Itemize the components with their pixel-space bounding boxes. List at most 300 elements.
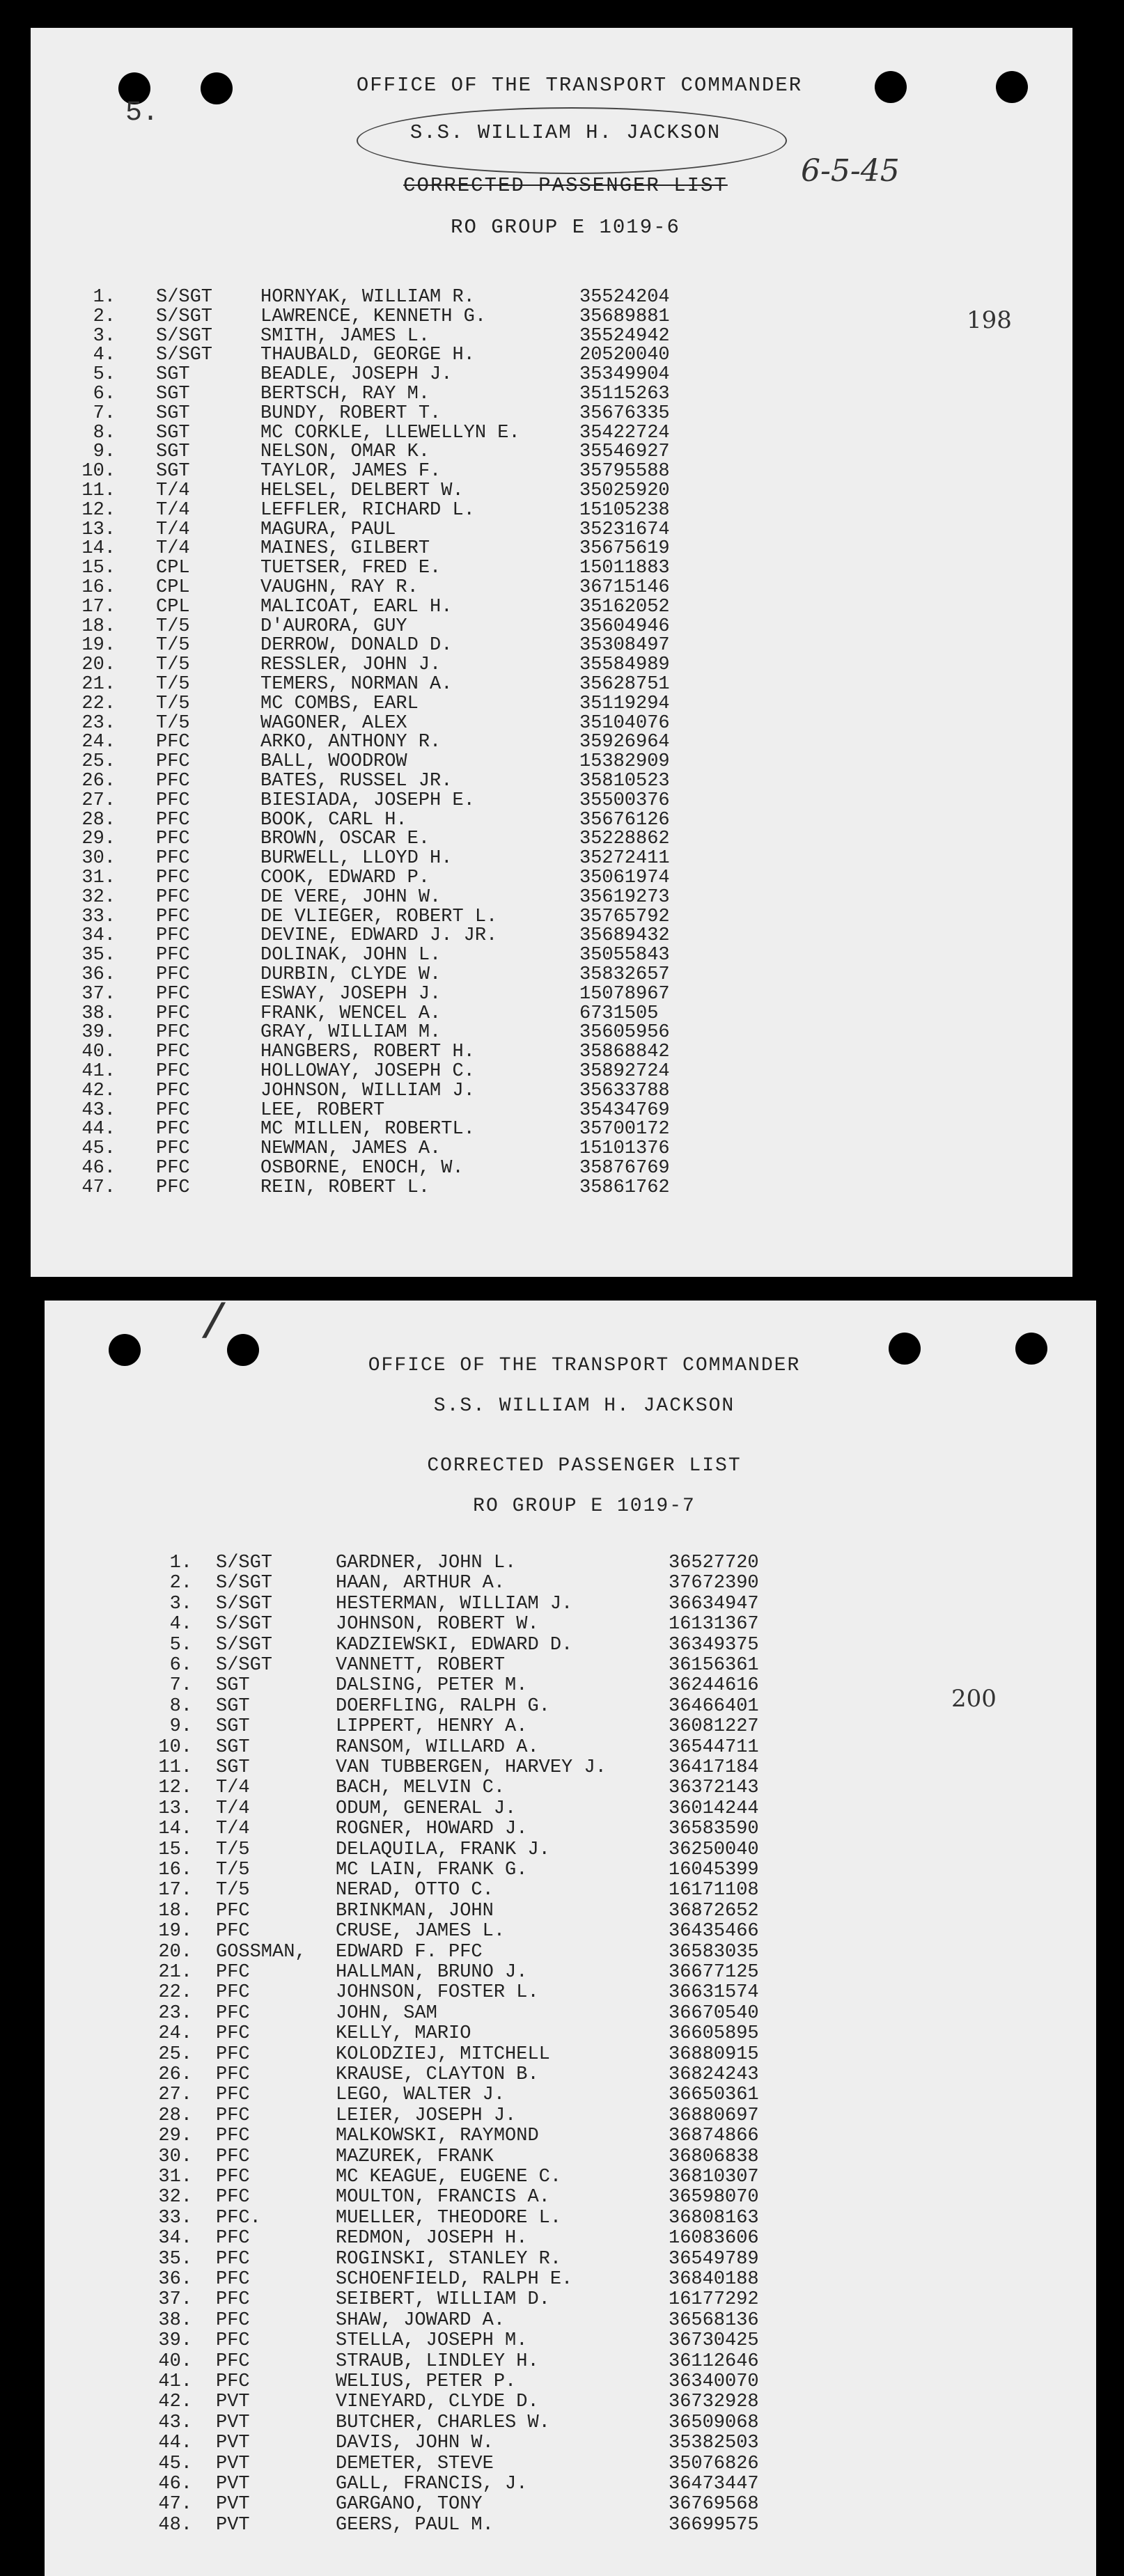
- serial-number-cell: 35700172: [579, 1119, 670, 1140]
- serial-number-cell: 35676335: [579, 402, 670, 424]
- table-row: [45, 2474, 1096, 2495]
- serial-number-cell: 35546927: [579, 441, 670, 463]
- serial-number-cell: 35382503: [669, 2433, 759, 2454]
- rank-cell: PFC: [216, 2248, 250, 2270]
- table-row: [31, 1022, 1072, 1043]
- name-cell: ROGNER, HOWARD J.: [336, 1819, 528, 1840]
- table-row: [31, 597, 1072, 618]
- table-row: [45, 2187, 1096, 2208]
- row-number: 12.: [158, 1777, 192, 1799]
- table-row: [45, 1839, 1096, 1860]
- name-cell: DEVINE, EDWARD J. JR.: [260, 925, 498, 947]
- rank-cell: PFC: [216, 1982, 250, 2004]
- name-cell: STRAUB, LINDLEY H.: [336, 2350, 539, 2372]
- rank-cell: PFC: [216, 2187, 250, 2208]
- serial-number-cell: 36631574: [669, 1982, 759, 2004]
- row-number: 20.: [81, 654, 116, 676]
- rank-cell: PFC: [216, 2064, 250, 2085]
- row-number: 37.: [81, 983, 116, 1005]
- serial-number-cell: 36808163: [669, 2207, 759, 2229]
- row-number: 8.: [93, 422, 116, 443]
- row-number: 4.: [93, 345, 116, 366]
- name-cell: MAGURA, PAUL: [260, 519, 396, 540]
- table-row: [45, 1614, 1096, 1635]
- table-row: [31, 1119, 1072, 1140]
- table-row: [31, 1138, 1072, 1159]
- rank-cell: PFC: [216, 2167, 250, 2188]
- table-row: [45, 1860, 1096, 1880]
- handwritten-date: 6-5-45: [801, 153, 900, 189]
- serial-number-cell: 35524942: [579, 325, 670, 347]
- name-cell: BERTSCH, RAY M.: [260, 384, 430, 405]
- serial-number-cell: 36872652: [669, 1900, 759, 1922]
- serial-number-cell: 15382909: [579, 751, 670, 773]
- name-cell: BROWN, OSCAR E.: [260, 828, 430, 850]
- serial-number-cell: 36372143: [669, 1777, 759, 1799]
- table-row: [45, 1942, 1096, 1963]
- serial-number-cell: 35061974: [579, 867, 670, 888]
- table-row: [45, 2044, 1096, 2065]
- name-cell: MAZUREK, FRANK: [336, 2146, 494, 2167]
- table-row: [31, 480, 1072, 501]
- serial-number-cell: 35876769: [579, 1158, 670, 1179]
- table-row: [45, 2494, 1096, 2515]
- serial-number-cell: 35861762: [579, 1177, 670, 1198]
- rank-cell: SGT: [216, 1757, 250, 1778]
- name-cell: WELIUS, PETER P.: [336, 2371, 517, 2392]
- table-row: [31, 1003, 1072, 1024]
- table-row: [45, 2310, 1096, 2331]
- row-number: 19.: [158, 1921, 192, 1942]
- serial-number-cell: 36544711: [669, 1736, 759, 1758]
- table-row: [31, 654, 1072, 675]
- serial-number-cell: 36650361: [669, 2084, 759, 2106]
- serial-number-cell: 36156361: [669, 1655, 759, 1676]
- row-number: 41.: [158, 2371, 192, 2392]
- name-cell: HOLLOWAY, JOSEPH C.: [260, 1061, 475, 1082]
- row-number: 7.: [169, 1675, 192, 1697]
- row-number: 45.: [158, 2453, 192, 2474]
- rank-cell: PFC: [216, 2002, 250, 2024]
- rank-cell: PFC: [156, 1061, 190, 1082]
- name-cell: BEADLE, JOSEPH J.: [260, 364, 453, 386]
- corner-mark: /: [199, 1301, 229, 1353]
- serial-number-cell: 36417184: [669, 1757, 759, 1778]
- rank-cell: PFC: [216, 2146, 250, 2167]
- row-number: 32.: [158, 2187, 192, 2208]
- table-row: [31, 751, 1072, 772]
- table-row: [45, 2003, 1096, 2024]
- table-row: [45, 2351, 1096, 2372]
- table-row: [31, 538, 1072, 559]
- table-row: [45, 1757, 1096, 1778]
- serial-number-cell: 36880915: [669, 2043, 759, 2065]
- name-cell: KRAUSE, CLAYTON B.: [336, 2064, 539, 2085]
- rank-cell: SGT: [216, 1716, 250, 1738]
- row-number: 24.: [158, 2023, 192, 2045]
- name-cell: HELSEL, DELBERT W.: [260, 480, 464, 501]
- serial-number-cell: 35349904: [579, 364, 670, 386]
- serial-number-cell: 16171108: [669, 1880, 759, 1901]
- table-row: [31, 964, 1072, 985]
- row-number: 25.: [158, 2043, 192, 2065]
- name-cell: VAN TUBBERGEN, HARVEY J.: [336, 1757, 607, 1778]
- table-row: [45, 1777, 1096, 1798]
- row-number: 18.: [81, 615, 116, 637]
- name-cell: LIPPERT, HENRY A.: [336, 1716, 528, 1738]
- row-number: 33.: [81, 906, 116, 927]
- header-list-title: CORRECTED PASSENGER LIST: [403, 174, 728, 197]
- name-cell: TAYLOR, JAMES F.: [260, 461, 442, 482]
- table-row: [31, 1158, 1072, 1179]
- corner-mark: 5.: [125, 97, 159, 129]
- rank-cell: PFC: [216, 1962, 250, 1983]
- rank-cell: PFC: [216, 2309, 250, 2331]
- rank-cell: SGT: [156, 364, 190, 386]
- serial-number-cell: 36583035: [669, 1941, 759, 1963]
- name-cell: DALSING, PETER M.: [336, 1675, 528, 1697]
- name-cell: BURWELL, LLOYD H.: [260, 848, 453, 870]
- name-cell: ESWAY, JOSEPH J.: [260, 983, 442, 1005]
- rank-cell: PVT: [216, 2433, 250, 2454]
- table-row: [45, 2146, 1096, 2167]
- serial-number-cell: 35422724: [579, 422, 670, 443]
- rank-cell: T/5: [156, 712, 190, 734]
- serial-number-cell: 15011883: [579, 558, 670, 579]
- name-cell: VAUGHN, RAY R.: [260, 577, 419, 598]
- row-number: 22.: [158, 1982, 192, 2004]
- serial-number-cell: 36549789: [669, 2248, 759, 2270]
- serial-number-cell: 36244616: [669, 1675, 759, 1697]
- row-number: 14.: [81, 538, 116, 560]
- serial-number-cell: 35868842: [579, 1042, 670, 1063]
- serial-number-cell: 36824243: [669, 2064, 759, 2085]
- rank-cell: S/SGT: [216, 1573, 273, 1594]
- row-number: 44.: [81, 1119, 116, 1140]
- table-row: [45, 2228, 1096, 2249]
- row-number: 16.: [81, 577, 116, 598]
- name-cell: MC CORKLE, LLEWELLYN E.: [260, 422, 520, 443]
- row-number: 6.: [93, 384, 116, 405]
- rank-cell: PFC: [216, 2023, 250, 2045]
- rank-cell: PVT: [216, 2474, 250, 2495]
- rank-cell: S/SGT: [216, 1655, 273, 1676]
- name-cell: TUETSER, FRED E.: [260, 558, 442, 579]
- serial-number-cell: 35076826: [669, 2453, 759, 2474]
- row-number: 2.: [93, 306, 116, 327]
- table-row: [45, 2412, 1096, 2433]
- row-number: 31.: [158, 2167, 192, 2188]
- row-number: 27.: [81, 790, 116, 811]
- rank-cell: CPL: [156, 558, 190, 579]
- name-cell: HESTERMAN, WILLIAM J.: [336, 1593, 573, 1615]
- row-number: 15.: [81, 558, 116, 579]
- rank-cell: PFC: [156, 945, 190, 966]
- name-cell: RESSLER, JOHN J.: [260, 654, 442, 676]
- serial-number-cell: 36340070: [669, 2371, 759, 2392]
- row-number: 35.: [81, 945, 116, 966]
- header-group: RO GROUP E 1019-6: [451, 216, 680, 239]
- serial-number-cell: 36605895: [669, 2023, 759, 2045]
- name-cell: DE VLIEGER, ROBERT L.: [260, 906, 498, 927]
- rank-cell: PFC: [156, 848, 190, 870]
- name-cell: HALLMAN, BRUNO J.: [336, 1962, 528, 1983]
- rank-cell: PVT: [216, 2514, 250, 2536]
- rank-cell: S/SGT: [216, 1593, 273, 1615]
- serial-number-cell: 35524204: [579, 287, 670, 308]
- table-row: [31, 1100, 1072, 1121]
- rank-cell: CPL: [156, 596, 190, 618]
- serial-number-cell: 35689432: [579, 925, 670, 947]
- rank-cell: PFC: [156, 790, 190, 811]
- serial-number-cell: 36806838: [669, 2146, 759, 2167]
- table-row: [45, 2167, 1096, 2188]
- serial-number-cell: 35055843: [579, 945, 670, 966]
- name-cell: MC LAIN, FRANK G.: [336, 1860, 528, 1880]
- row-number: 34.: [158, 2228, 192, 2249]
- table-row: [45, 1819, 1096, 1839]
- row-number: 40.: [81, 1042, 116, 1063]
- rank-cell: S/SGT: [156, 325, 213, 347]
- rank-cell: GOSSMAN,: [216, 1941, 306, 1963]
- serial-number-cell: 36509068: [669, 2412, 759, 2433]
- serial-number-cell: 35115263: [579, 384, 670, 405]
- name-cell: MUELLER, THEODORE L.: [336, 2207, 562, 2229]
- row-number: 9.: [169, 1716, 192, 1738]
- rank-cell: PFC: [216, 2228, 250, 2249]
- rank-cell: PFC: [156, 1042, 190, 1063]
- rank-cell: T/5: [156, 674, 190, 695]
- rank-cell: PFC: [156, 867, 190, 888]
- rank-cell: T/4: [156, 519, 190, 540]
- serial-number-cell: 36473447: [669, 2474, 759, 2495]
- rank-cell: SGT: [216, 1695, 250, 1717]
- rank-cell: PFC: [216, 1900, 250, 1922]
- row-number: 37.: [158, 2289, 192, 2311]
- table-row: [45, 2453, 1096, 2474]
- rank-cell: PFC: [216, 2350, 250, 2372]
- row-number: 9.: [93, 441, 116, 463]
- serial-number-cell: 16131367: [669, 1614, 759, 1635]
- rank-cell: PFC: [216, 2371, 250, 2392]
- row-number: 12.: [81, 499, 116, 521]
- row-number: 10.: [81, 461, 116, 482]
- rank-cell: PFC: [216, 2105, 250, 2126]
- serial-number-cell: 36699575: [669, 2514, 759, 2536]
- name-cell: EDWARD F. PFC: [336, 1941, 483, 1963]
- rank-cell: SGT: [156, 461, 190, 482]
- rank-cell: T/4: [216, 1798, 250, 1819]
- table-row: [45, 2023, 1096, 2044]
- serial-number-cell: 35104076: [579, 712, 670, 734]
- serial-number-cell: 35832657: [579, 964, 670, 985]
- table-row: [31, 306, 1072, 327]
- serial-number-cell: 16177292: [669, 2289, 759, 2311]
- rank-cell: PFC: [156, 1022, 190, 1044]
- row-number: 46.: [158, 2474, 192, 2495]
- row-number: 26.: [158, 2064, 192, 2085]
- serial-number-cell: 36081227: [669, 1716, 759, 1738]
- rank-cell: PFC: [216, 2289, 250, 2311]
- serial-number-cell: 15078967: [579, 983, 670, 1005]
- serial-number-cell: 35434769: [579, 1099, 670, 1121]
- serial-number-cell: 36677125: [669, 1962, 759, 1983]
- name-cell: REDMON, JOSEPH H.: [336, 2228, 528, 2249]
- table-row: [31, 887, 1072, 908]
- passenger-list-page-2: [45, 1301, 1096, 2576]
- name-cell: SHAW, JOWARD A.: [336, 2309, 506, 2331]
- rank-cell: T/4: [216, 1777, 250, 1799]
- table-row: [45, 1655, 1096, 1676]
- name-cell: VINEYARD, CLYDE D.: [336, 2392, 539, 2413]
- serial-number-cell: 35765792: [579, 906, 670, 927]
- table-row: [31, 1061, 1072, 1082]
- serial-number-cell: 36715146: [579, 577, 670, 598]
- rank-cell: PFC: [156, 828, 190, 850]
- serial-number-cell: 15105238: [579, 499, 670, 521]
- rank-cell: SGT: [216, 1736, 250, 1758]
- serial-number-cell: 35628751: [579, 674, 670, 695]
- table-row: [45, 2392, 1096, 2412]
- serial-number-cell: 35231674: [579, 519, 670, 540]
- serial-number-cell: 37672390: [669, 1573, 759, 1594]
- row-number: 47.: [81, 1177, 116, 1198]
- rank-cell: PFC: [156, 751, 190, 773]
- rank-cell: PVT: [216, 2494, 250, 2515]
- serial-number-cell: 35228862: [579, 828, 670, 850]
- table-row: [31, 1042, 1072, 1062]
- name-cell: HAAN, ARTHUR A.: [336, 1573, 506, 1594]
- table-row: [45, 2126, 1096, 2146]
- table-row: [45, 2433, 1096, 2453]
- rank-cell: T/4: [156, 538, 190, 560]
- row-number: 46.: [81, 1158, 116, 1179]
- serial-number-cell: 35676126: [579, 809, 670, 831]
- table-row: [45, 1675, 1096, 1696]
- name-cell: NELSON, OMAR K.: [260, 441, 430, 463]
- table-row: [31, 1177, 1072, 1198]
- name-cell: FRANK, WENCEL A.: [260, 1003, 442, 1024]
- serial-number-cell: 6731505: [579, 1003, 659, 1024]
- serial-number-cell: 35500376: [579, 790, 670, 811]
- serial-number-cell: 35272411: [579, 848, 670, 870]
- table-row: [31, 732, 1072, 753]
- rank-cell: PVT: [216, 2412, 250, 2433]
- rank-cell: PFC.: [216, 2207, 261, 2229]
- row-number: 14.: [158, 1819, 192, 1840]
- row-number: 7.: [93, 402, 116, 424]
- rank-cell: SGT: [156, 422, 190, 443]
- table-row: [31, 423, 1072, 443]
- row-number: 36.: [81, 964, 116, 985]
- row-number: 33.: [158, 2207, 192, 2229]
- table-row: [31, 925, 1072, 946]
- row-number: 35.: [158, 2248, 192, 2270]
- table-row: [31, 635, 1072, 656]
- name-cell: DERROW, DONALD D.: [260, 635, 453, 657]
- table-row: [45, 1982, 1096, 2003]
- row-number: 40.: [158, 2350, 192, 2372]
- serial-number-cell: 20520040: [579, 345, 670, 366]
- table-row: [31, 287, 1072, 308]
- row-number: 48.: [158, 2514, 192, 2536]
- table-row: [31, 519, 1072, 540]
- rank-cell: SGT: [156, 402, 190, 424]
- serial-number-cell: 36840188: [669, 2269, 759, 2290]
- table-row: [45, 1901, 1096, 1922]
- name-cell: NERAD, OTTO C.: [336, 1880, 494, 1901]
- row-number: 41.: [81, 1061, 116, 1082]
- rank-cell: PFC: [216, 2330, 250, 2352]
- name-cell: ARKO, ANTHONY R.: [260, 732, 442, 753]
- table-row: [31, 500, 1072, 521]
- name-cell: DOERFLING, RALPH G.: [336, 1695, 550, 1717]
- table-row: [45, 2330, 1096, 2351]
- row-number: 45.: [81, 1138, 116, 1160]
- table-row: [31, 848, 1072, 869]
- row-number: 24.: [81, 732, 116, 753]
- name-cell: BUTCHER, CHARLES W.: [336, 2412, 550, 2433]
- table-row: [31, 693, 1072, 714]
- rank-cell: PFC: [156, 1099, 190, 1121]
- row-number: 5.: [93, 364, 116, 386]
- row-number: 17.: [81, 596, 116, 618]
- serial-number-cell: 36732928: [669, 2392, 759, 2413]
- rank-cell: PFC: [156, 906, 190, 927]
- table-row: [45, 2064, 1096, 2085]
- rank-cell: T/5: [156, 635, 190, 657]
- name-cell: COOK, EDWARD P.: [260, 867, 430, 888]
- rank-cell: PFC: [156, 925, 190, 947]
- rank-cell: PFC: [156, 1080, 190, 1101]
- row-number: 44.: [158, 2433, 192, 2454]
- serial-number-cell: 35633788: [579, 1080, 670, 1101]
- rank-cell: PFC: [216, 2043, 250, 2065]
- row-number: 39.: [81, 1022, 116, 1044]
- row-number: 18.: [158, 1900, 192, 1922]
- row-number: 30.: [158, 2146, 192, 2167]
- rank-cell: PFC: [216, 1921, 250, 1942]
- table-row: [45, 1962, 1096, 1983]
- row-number: 1.: [169, 1553, 192, 1573]
- rank-cell: S/SGT: [156, 306, 213, 327]
- name-cell: LEE, ROBERT: [260, 1099, 385, 1121]
- row-number: 15.: [158, 1839, 192, 1860]
- serial-number-cell: 36527720: [669, 1553, 759, 1573]
- table-row: [45, 1635, 1096, 1656]
- header-list-title: CORRECTED PASSENGER LIST: [427, 1455, 742, 1477]
- name-cell: MC KEAGUE, EUGENE C.: [336, 2167, 562, 2188]
- rank-cell: PFC: [156, 964, 190, 985]
- row-number: 43.: [81, 1099, 116, 1121]
- row-number: 47.: [158, 2494, 192, 2515]
- header-office: OFFICE OF THE TRANSPORT COMMANDER: [368, 1355, 801, 1376]
- serial-number-cell: 36810307: [669, 2167, 759, 2188]
- table-row: [45, 2289, 1096, 2310]
- row-number: 22.: [81, 693, 116, 714]
- row-number: 20.: [158, 1941, 192, 1963]
- name-cell: DAVIS, JOHN W.: [336, 2433, 494, 2454]
- table-row: [45, 1737, 1096, 1758]
- name-cell: JOHNSON, FOSTER L.: [336, 1982, 539, 2004]
- rank-cell: S/SGT: [216, 1634, 273, 1656]
- serial-number-cell: 36874866: [669, 2126, 759, 2147]
- table-row: [45, 1921, 1096, 1942]
- serial-number-cell: 36349375: [669, 1634, 759, 1656]
- name-cell: GARDNER, JOHN L.: [336, 1553, 517, 1573]
- name-cell: CRUSE, JAMES L.: [336, 1921, 506, 1942]
- rank-cell: T/5: [216, 1880, 250, 1901]
